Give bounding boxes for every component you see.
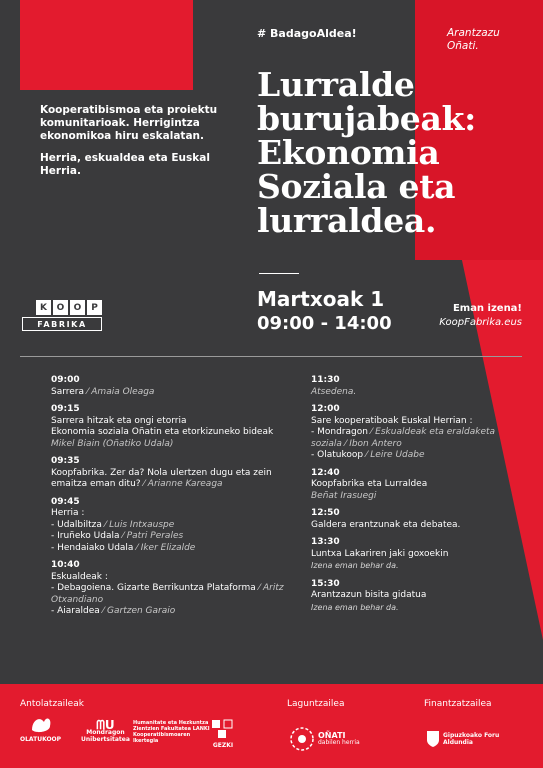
slot-speaker: Atsedena. (311, 386, 357, 397)
program-slot (51, 560, 291, 618)
logo-letter: P (87, 300, 102, 315)
separator: ⁄ (99, 606, 107, 616)
slot-line (51, 387, 291, 399)
event-time: 09:00 - 14:00 (257, 313, 392, 334)
logo-letter: O (70, 300, 85, 315)
program-slot (51, 497, 291, 555)
slot-line (51, 543, 291, 555)
slot-line (51, 583, 291, 606)
slot-text: - Mondragon (311, 427, 368, 437)
separator: ⁄ (341, 438, 350, 449)
supporters-label: Laguntzailea (287, 699, 345, 709)
slot-text: Ekonomia soziala Oñatin eta etorkizuneko bideak (51, 427, 274, 437)
intro-paragraph-1: Kooperatibismoa eta proiektu komunitarioak. Herrigintza ekonomikoa hiru eskalatan. (40, 104, 218, 142)
slot-text: Herria : (51, 508, 85, 518)
slot-speaker: Eskualdeak eta eraldaketa soziala (311, 427, 496, 449)
intro-text (40, 104, 230, 187)
slot-speaker: Patri Perales (126, 531, 184, 541)
slot-time: 12:00 (311, 404, 340, 414)
slot-time: 09:00 (51, 375, 80, 385)
separator: ⁄ (84, 386, 92, 397)
slot-time: 09:35 (51, 456, 80, 466)
section-divider (20, 356, 522, 357)
slot-note: Izena eman behar da. (311, 561, 399, 570)
mondragon-icon: ᗰᑌ (96, 717, 115, 732)
slot-text: Arantzazun bisita gidatua (311, 590, 427, 600)
slot-speaker: Ibon Antero (349, 438, 402, 449)
olatukoop-icon (28, 712, 54, 734)
separator: ⁄ (363, 450, 371, 460)
slot-speaker: Amaia Oleaga (91, 386, 155, 397)
slot-note: Izena eman behar da. (311, 602, 399, 612)
slot-line (51, 508, 291, 520)
register-label: Eman izena! (452, 303, 522, 314)
slot-line (311, 416, 526, 428)
slot-speaker: Luis Intxauspe (109, 519, 175, 530)
intro-paragraph-2: Herria, eskualdea eta Euskal Herria. (40, 152, 210, 177)
program-slot (51, 375, 291, 398)
slot-text: - Udalbiltza (51, 519, 102, 530)
slot-time: 11:30 (311, 375, 340, 385)
slot-text: - Iruñeko Udala (51, 531, 120, 541)
program-slot (311, 468, 526, 503)
gezki-icon (210, 718, 236, 740)
olatukoop-logo: OLATUKOOP (20, 712, 61, 743)
slot-line (51, 520, 291, 532)
slot-line (311, 590, 526, 602)
gezki-logo: GEZKI (210, 718, 236, 749)
program-slot (311, 508, 526, 531)
slot-speaker: Iker Elizalde (140, 542, 196, 553)
slot-speaker: Mikel Biain (Oñatiko Udala) (51, 438, 174, 449)
slot-time: 09:15 (51, 404, 80, 414)
program-slot (311, 579, 526, 615)
program-slot (311, 404, 526, 462)
slot-line (311, 602, 526, 615)
page-title: Lurralde burujabeak: Ekonomia Soziala eta lurraldea. (257, 65, 476, 240)
slot-line (51, 572, 291, 584)
slot-line (51, 427, 291, 439)
separator: ⁄ (140, 479, 148, 489)
slot-text: Sarrera hitzak eta ongi etorria (51, 415, 187, 426)
slot-time: 15:30 (311, 578, 340, 589)
slot-text: - Aiaraldea (51, 606, 100, 616)
slot-speaker: Beñat Irasuegi (311, 490, 377, 501)
slot-time: 12:50 (311, 508, 340, 518)
slot-text: Sarrera (51, 386, 85, 397)
slot-speaker: Arianne Kareaga (147, 479, 223, 489)
slot-speaker: Aritz Otxandiano (51, 583, 284, 605)
slot-line (311, 387, 526, 399)
slot-line (51, 416, 291, 428)
slot-time: 13:30 (311, 537, 340, 547)
slot-line (51, 531, 291, 543)
slot-text: Eskualdeak : (51, 571, 108, 582)
separator: ⁄ (133, 542, 141, 553)
hashtag: # BadagoAldea! (257, 27, 357, 40)
program-column-right (311, 375, 526, 620)
logo-letter: K (36, 300, 51, 315)
separator: ⁄ (367, 427, 376, 437)
slot-text: Luntxa Lakariren jaki goxoekin (311, 548, 449, 559)
separator: ⁄ (101, 519, 110, 530)
separator: ⁄ (119, 531, 127, 541)
onati-icon (289, 726, 315, 752)
register-block (430, 302, 522, 330)
slot-line (51, 439, 291, 451)
slot-line (311, 479, 526, 491)
slot-text: - Debagoiena. Gizarte Berrikuntza Plataforma (51, 583, 256, 593)
slot-line (51, 468, 291, 491)
slot-text: Sare kooperatiboak Euskal Herrian : (311, 415, 473, 426)
location: Arantzazu Oñati. (447, 27, 500, 52)
funders-label: Finantzatzailea (424, 699, 492, 709)
logo-word: FABRIKA (22, 317, 102, 331)
slot-text: Koopfabrika eta Lurraldea (311, 479, 428, 489)
slot-speaker: Gartzen Garaio (107, 606, 176, 616)
slot-line (311, 427, 526, 450)
onati-logo: OÑATI dabilen herria (289, 726, 360, 752)
gipuzkoa-logo: Gipuzkoako Foru Aldundia (426, 730, 523, 748)
separator: ⁄ (255, 583, 263, 593)
gipuzkoa-shield-icon (426, 730, 440, 748)
program-slot (311, 537, 526, 573)
program-slot (311, 375, 526, 398)
program-slot (51, 404, 291, 450)
slot-time: 09:45 (51, 496, 80, 507)
mondragon-logo: ᗰᑌ Mondragon Unibertsitatea Humanitate eta Hezkuntza Zientzien Fakultatea LANKI Kooperatibismoaren Ikertegia (81, 717, 210, 744)
red-accent-square (20, 0, 193, 90)
organizers-label: Antolatzaileak (20, 699, 84, 709)
event-date: Martxoak 1 (257, 287, 385, 311)
register-link[interactable]: KoopFabrika.eus (439, 317, 522, 328)
program-column-left (51, 375, 291, 624)
slot-line (311, 520, 526, 532)
slot-speaker: Leire Udabe (370, 450, 425, 460)
program-slot (51, 456, 291, 491)
slot-text: Galdera erantzunak eta debatea. (311, 519, 461, 530)
slot-line (311, 549, 526, 561)
slot-text: - Hendaiako Udala (51, 542, 134, 553)
slot-time: 10:40 (51, 560, 80, 570)
koopfabrika-logo (22, 300, 102, 336)
slot-line (311, 491, 526, 503)
title-divider (259, 273, 299, 274)
slot-line (311, 560, 526, 573)
slot-time: 12:40 (311, 467, 340, 478)
slot-line (311, 450, 526, 462)
slot-line (51, 606, 291, 618)
slot-text: Koopfabrika. Zer da? Nola ulertzen dugu eta zein emaitza eman ditu? (51, 467, 272, 489)
logo-letter: O (53, 300, 68, 315)
slot-text: - Olatukoop (311, 450, 364, 460)
